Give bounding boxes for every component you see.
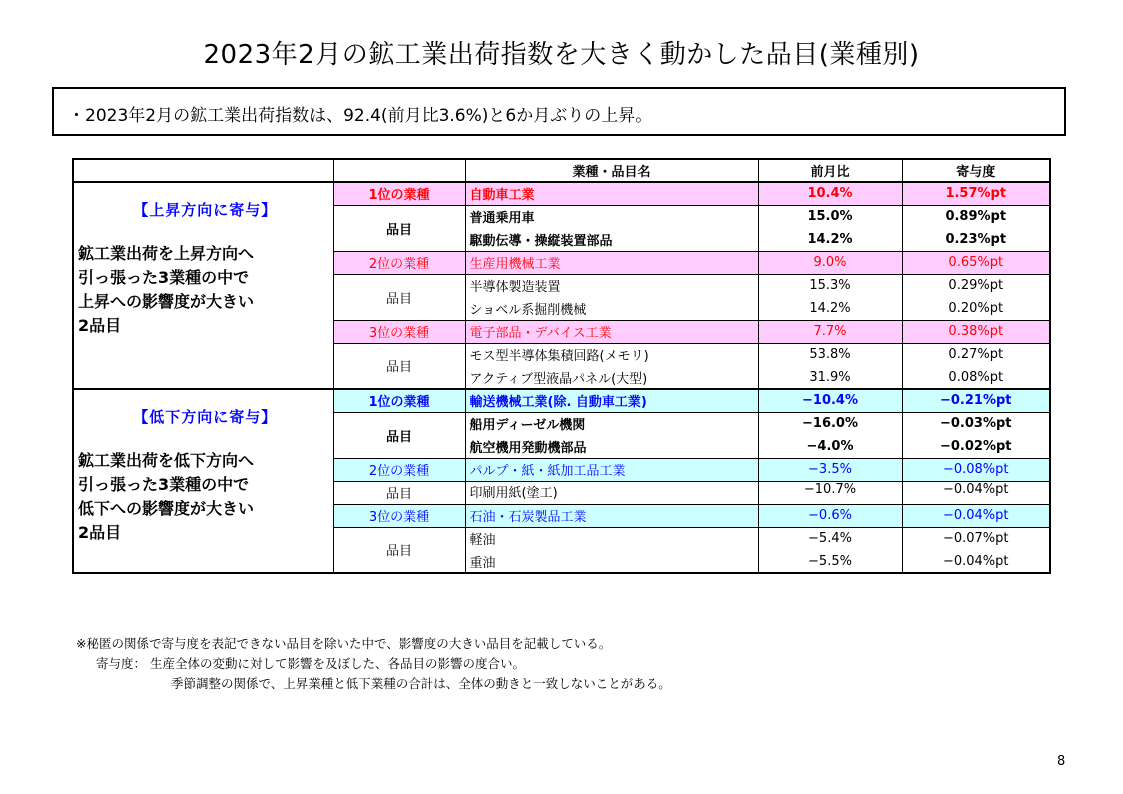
industry-contrib: 0.65%pt	[902, 251, 1050, 274]
industry-name: 生産用機械工業	[465, 251, 758, 274]
industry-rank: 1位の業種	[333, 182, 465, 205]
industry-name: 輸送機械工業(除. 自動車工業)	[465, 389, 758, 412]
industry-name: パルプ・紙・紙加工品工業	[465, 458, 758, 481]
footnotes	[76, 634, 671, 694]
item-contrib: −0.03%pt	[902, 412, 1050, 435]
item-name: モス型半導体集積回路(メモリ)	[465, 343, 758, 366]
footnote-line: ※秘匿の関係で寄与度を表記できない品目を除いた中で、影響度の大きい品目を記載している。	[76, 636, 612, 651]
industry-rank: 2位の業種	[333, 251, 465, 274]
item-contrib: 0.20%pt	[902, 297, 1050, 320]
item-label: 品目	[333, 343, 465, 389]
up-direction-label: 【上昇方向に寄与】	[133, 201, 278, 219]
down-section-label-cell	[73, 389, 333, 573]
item-label: 品目	[333, 481, 465, 504]
table-row	[73, 389, 1050, 412]
item-contrib: −0.04%pt	[902, 481, 1050, 504]
item-mom: 14.2%	[758, 228, 902, 251]
item-contrib: −0.07%pt	[902, 527, 1050, 550]
item-label: 品目	[333, 274, 465, 320]
item-mom: 15.0%	[758, 205, 902, 228]
industry-contrib: 0.38%pt	[902, 320, 1050, 343]
industry-name: 自動車工業	[465, 182, 758, 205]
industry-contrib: −0.08%pt	[902, 458, 1050, 481]
item-mom: 53.8%	[758, 343, 902, 366]
item-contrib: 0.08%pt	[902, 366, 1050, 389]
industry-contrib: 1.57%pt	[902, 182, 1050, 205]
item-contrib: 0.23%pt	[902, 228, 1050, 251]
item-mom: −5.5%	[758, 550, 902, 573]
item-name: 半導体製造装置	[465, 274, 758, 297]
footnote-line: 季節調整の関係で、上昇業種と低下業種の合計は、全体の動きと一致しないことがある。	[171, 676, 671, 691]
item-label: 品目	[333, 205, 465, 251]
industry-contrib: −0.04%pt	[902, 504, 1050, 527]
summary-box: ・2023年2月の鉱工業出荷指数は、92.4(前月比3.6%)と6か月ぶりの上昇。	[52, 87, 1066, 136]
item-mom: −4.0%	[758, 435, 902, 458]
item-name: 船用ディーゼル機関	[465, 412, 758, 435]
industry-name: 石油・石炭製品工業	[465, 504, 758, 527]
item-name: アクティブ型液晶パネル(大型)	[465, 366, 758, 389]
item-name: 普通乗用車	[465, 205, 758, 228]
item-mom: −10.7%	[758, 481, 902, 504]
item-contrib: 0.29%pt	[902, 274, 1050, 297]
item-contrib: −0.04%pt	[902, 550, 1050, 573]
item-mom: 14.2%	[758, 297, 902, 320]
up-description: 鉱工業出荷を上昇方向へ 引っ張った3業種の中で 上昇への影響度が大きい 2品目	[78, 244, 255, 335]
industry-rank: 1位の業種	[333, 389, 465, 412]
page-number: 8	[1057, 754, 1066, 769]
item-name: 軽油	[465, 527, 758, 550]
down-direction-label: 【低下方向に寄与】	[133, 408, 278, 426]
item-name: 航空機用発動機部品	[465, 435, 758, 458]
industry-contrib: −0.21%pt	[902, 389, 1050, 412]
table-row	[73, 182, 1050, 205]
industry-rank: 3位の業種	[333, 504, 465, 527]
industry-mom: 9.0%	[758, 251, 902, 274]
up-section-label-cell	[73, 182, 333, 389]
industry-mom: 10.4%	[758, 182, 902, 205]
table-header-row	[73, 159, 1050, 182]
item-contrib: 0.27%pt	[902, 343, 1050, 366]
industry-rank: 3位の業種	[333, 320, 465, 343]
header-item: 業種・品目名	[465, 159, 758, 182]
item-name: 重油	[465, 550, 758, 573]
footnote-line: 寄与度： 生産全体の変動に対して影響を及ぼした、各品目の影響の度合い。	[96, 656, 525, 671]
item-name: 駆動伝導・操縦装置部品	[465, 228, 758, 251]
header-contrib: 寄与度	[902, 159, 1050, 182]
item-label: 品目	[333, 412, 465, 458]
industry-mom: −3.5%	[758, 458, 902, 481]
industry-mom: −10.4%	[758, 389, 902, 412]
industry-mom: −0.6%	[758, 504, 902, 527]
header-mom: 前月比	[758, 159, 902, 182]
contribution-table	[72, 158, 1051, 574]
item-contrib: 0.89%pt	[902, 205, 1050, 228]
industry-rank: 2位の業種	[333, 458, 465, 481]
item-label: 品目	[333, 527, 465, 573]
page-title: 2023年2月の鉱工業出荷指数を大きく動かした品目(業種別)	[203, 40, 920, 70]
item-mom: 15.3%	[758, 274, 902, 297]
industry-name: 電子部品・デバイス工業	[465, 320, 758, 343]
item-mom: −16.0%	[758, 412, 902, 435]
down-description: 鉱工業出荷を低下方向へ 引っ張った3業種の中で 低下への影響度が大きい 2品目	[78, 451, 255, 542]
item-contrib: −0.02%pt	[902, 435, 1050, 458]
industry-mom: 7.7%	[758, 320, 902, 343]
item-name: 印刷用紙(塗工)	[465, 481, 758, 504]
item-mom: −5.4%	[758, 527, 902, 550]
item-mom: 31.9%	[758, 366, 902, 389]
item-name: ショベル系掘削機械	[465, 297, 758, 320]
